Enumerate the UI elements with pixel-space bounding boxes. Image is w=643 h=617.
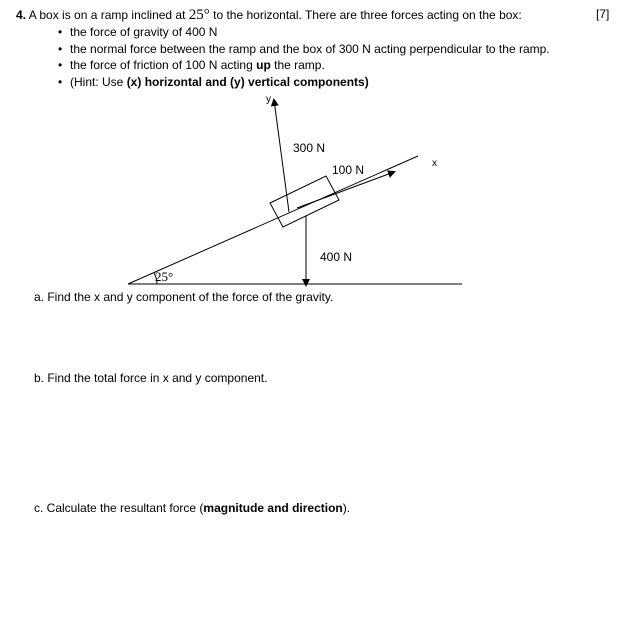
bullet-friction-text: the force of friction of 100 N acting [70, 58, 257, 73]
box-on-ramp [270, 176, 339, 227]
bullet-hint-bold: (x) horizontal and (y) vertical components) [126, 74, 369, 89]
friction-force-label: 100 N [332, 163, 365, 177]
bullet-friction-bold: up [256, 58, 271, 73]
question-number: 4. [16, 8, 27, 22]
part-c [34, 501, 350, 515]
normal-force-label: 300 N [293, 141, 326, 155]
incline-angle: 25° [188, 7, 210, 23]
bullet-hint-text: (Hint: Use [70, 74, 127, 89]
bullet-normal-text: the normal force between the ramp and the box of 300 N acting perpendicular to the ramp. [70, 41, 550, 56]
part-a-text: a. Find the x and y component of the force of the gravity. [34, 290, 334, 304]
y-axis-label: y [266, 94, 271, 105]
bullet-gravity-text: the force of gravity of 400 N [70, 25, 218, 39]
question-intro-before: A box is on a ramp inclined at [28, 8, 189, 22]
friction-force-arrow [297, 172, 394, 208]
bullet-friction-end: the ramp. [270, 58, 325, 73]
part-b [34, 371, 267, 385]
gravity-force-label: 400 N [320, 250, 353, 264]
part-a [34, 290, 333, 304]
part-c-bold: magnitude and direction [203, 501, 343, 515]
part-c-text: c. Calculate the resultant force ( [34, 501, 204, 515]
marks-label: [7] [596, 7, 610, 21]
normal-force-arrow [274, 100, 289, 212]
part-c-end: ). [342, 501, 351, 515]
part-b-text: b. Find the total force in x and y component. [34, 371, 268, 385]
ramp-line [128, 156, 418, 284]
question-intro-after: to the horizontal. There are three forces acting on the box: [209, 8, 522, 22]
incline-angle-label: 25° [155, 269, 174, 284]
x-axis-label: x [432, 158, 437, 169]
